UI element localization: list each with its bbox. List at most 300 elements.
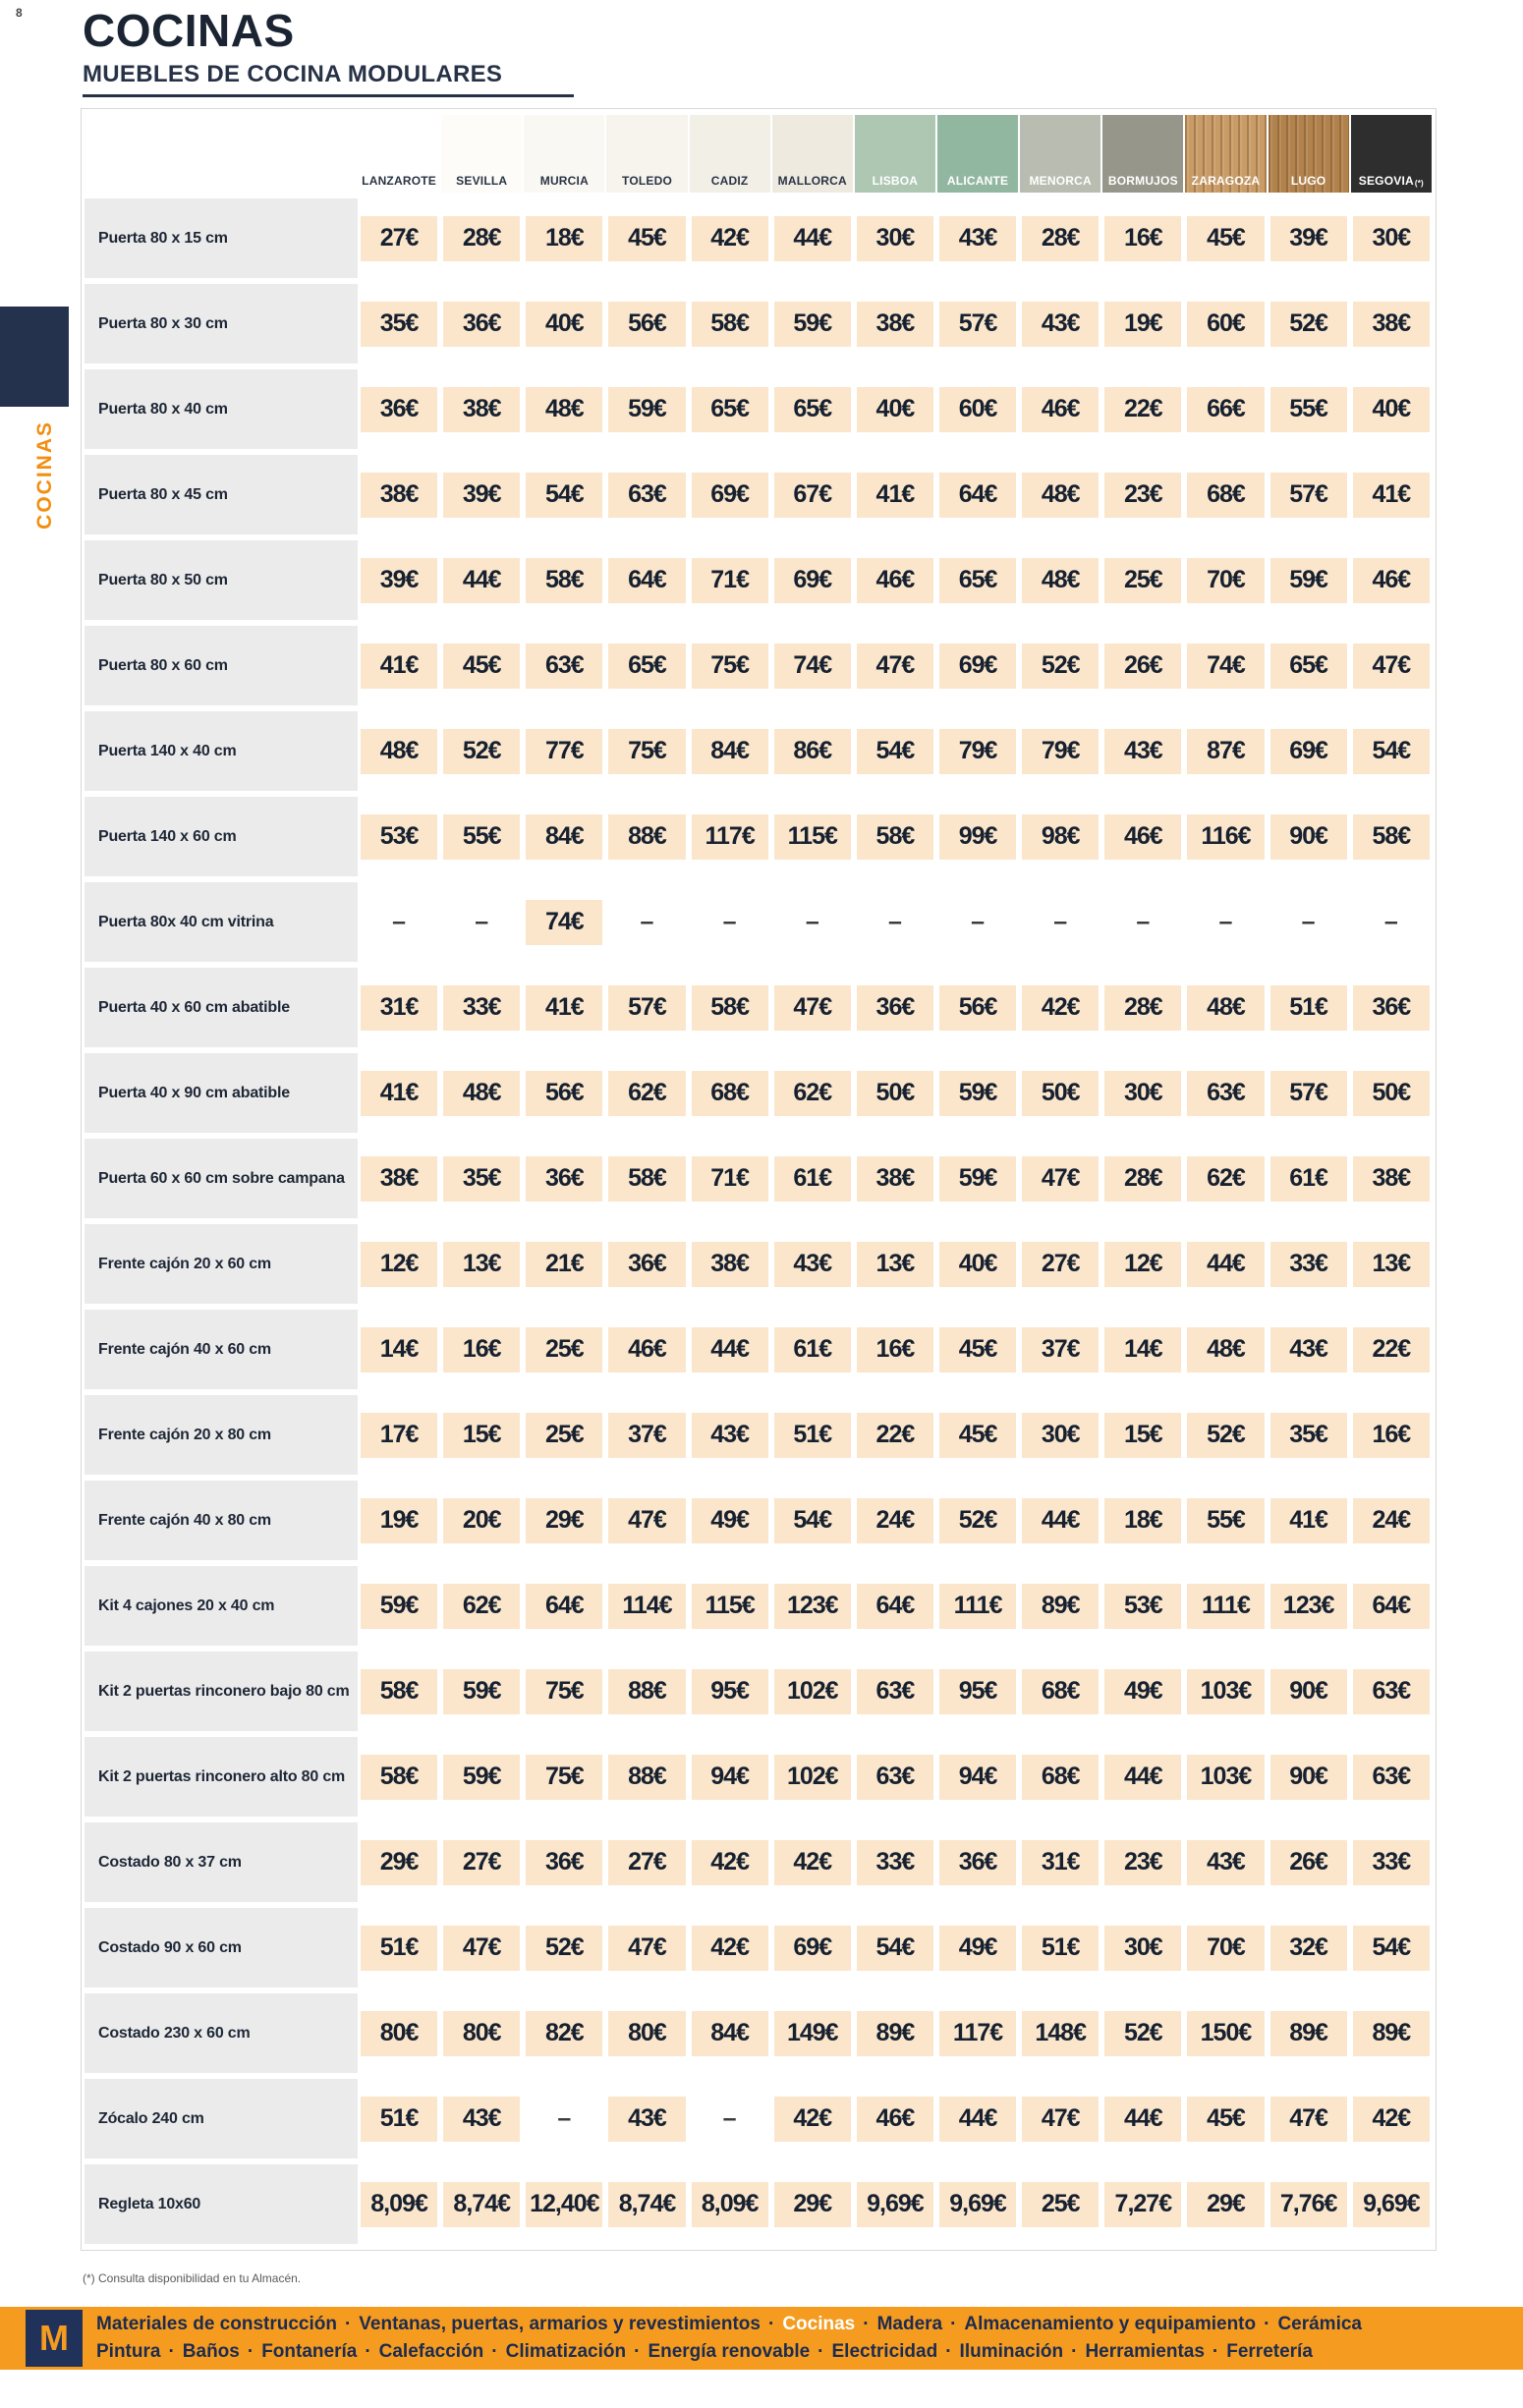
category-link-herramientas[interactable]: Herramientas	[1085, 2341, 1205, 2362]
price-value: 7,76€	[1270, 2182, 1347, 2227]
price-cell	[854, 882, 936, 962]
finish-swatch-segovia	[1351, 115, 1432, 193]
table-row	[85, 455, 1433, 534]
price-cell	[771, 1822, 854, 1902]
price-value: 47€	[608, 1926, 685, 1971]
price-cell	[936, 1053, 1019, 1133]
price-value: 42€	[1353, 2097, 1430, 2142]
price-value: 115€	[692, 1584, 768, 1629]
column-header-zaragoza	[1184, 115, 1267, 193]
price-cell	[358, 1395, 440, 1475]
price-value: 52€	[526, 1926, 602, 1971]
price-value: 52€	[1104, 2011, 1181, 2056]
price-cell	[1101, 626, 1184, 705]
price-cell	[1184, 1908, 1267, 1988]
table-row	[85, 1737, 1433, 1817]
price-cell	[689, 1652, 771, 1731]
price-value: 28€	[1104, 985, 1181, 1031]
price-cell	[1101, 1737, 1184, 1817]
price-value: 29€	[1187, 2182, 1264, 2227]
price-value: 22€	[1104, 387, 1181, 432]
price-value: 65€	[1270, 644, 1347, 689]
price-cell	[771, 2079, 854, 2158]
price-cell	[523, 1053, 605, 1133]
category-link-calefacción[interactable]: Calefacción	[378, 2341, 484, 2362]
price-cell	[523, 1310, 605, 1389]
price-value: 25€	[526, 1413, 602, 1458]
price-value: 111€	[1187, 1584, 1264, 1629]
price-cell	[1019, 2164, 1101, 2244]
price-value: 63€	[1353, 1755, 1430, 1800]
price-cell	[358, 711, 440, 791]
price-value: 30€	[1104, 1071, 1181, 1116]
price-cell	[358, 797, 440, 876]
price-cell	[1184, 2164, 1267, 2244]
category-link-almacenamiento-y-equipamiento[interactable]: Almacenamiento y equipamiento	[964, 2314, 1257, 2334]
price-cell	[440, 711, 523, 791]
row-label: Puerta 80 x 60 cm	[85, 626, 358, 705]
price-value: 69€	[774, 558, 851, 603]
price-value: 48€	[361, 729, 437, 774]
subtitle-underline	[83, 94, 574, 97]
column-header-bormujos	[1101, 115, 1184, 193]
price-value: 84€	[692, 2011, 768, 2056]
price-cell	[1350, 540, 1433, 620]
row-label: Zócalo 240 cm	[85, 2079, 358, 2158]
price-value: 39€	[361, 558, 437, 603]
separator-dot: ·	[168, 2341, 175, 2362]
price-value: 51€	[1022, 1926, 1099, 1971]
price-value: 58€	[361, 1669, 437, 1714]
price-value: 48€	[1187, 1327, 1264, 1372]
price-cell	[1184, 1310, 1267, 1389]
price-cell	[358, 882, 440, 962]
price-cell	[771, 1310, 854, 1389]
price-value: 36€	[526, 1156, 602, 1202]
price-value: 45€	[939, 1327, 1016, 1372]
price-value: 29€	[774, 2182, 851, 2227]
price-value: 28€	[443, 216, 520, 261]
price-value: 84€	[526, 814, 602, 860]
price-value: 36€	[857, 985, 933, 1031]
price-cell	[1350, 1908, 1433, 1988]
category-link-iluminación[interactable]: Iluminación	[959, 2341, 1064, 2362]
table-row	[85, 626, 1433, 705]
price-cell	[936, 455, 1019, 534]
price-cell	[1101, 1652, 1184, 1731]
price-cell	[689, 1310, 771, 1389]
price-cell	[358, 1139, 440, 1218]
price-cell	[854, 1395, 936, 1475]
price-cell	[936, 198, 1019, 278]
price-value: 40€	[939, 1242, 1016, 1287]
price-cell	[1350, 1224, 1433, 1304]
price-value: 63€	[1353, 1669, 1430, 1714]
price-value: 33€	[1353, 1840, 1430, 1885]
price-cell	[605, 1224, 688, 1304]
category-link-cerámica[interactable]: Cerámica	[1277, 2314, 1362, 2334]
price-cell	[358, 1993, 440, 2073]
price-cell	[440, 2164, 523, 2244]
price-value: 15€	[1104, 1413, 1181, 1458]
table-row	[85, 1822, 1433, 1902]
table-row	[85, 1652, 1433, 1731]
price-cell	[1019, 1139, 1101, 1218]
price-value: 65€	[692, 387, 768, 432]
price-value: 54€	[774, 1498, 851, 1543]
price-cell	[1350, 1310, 1433, 1389]
price-cell	[854, 797, 936, 876]
category-link-ventanas-puertas-armarios-y-revestimientos[interactable]: Ventanas, puertas, armarios y revestimientos	[359, 2314, 761, 2334]
category-link-electricidad[interactable]: Electricidad	[831, 2341, 938, 2362]
price-value: 64€	[608, 558, 685, 603]
price-value: 69€	[692, 473, 768, 518]
price-cell	[605, 797, 688, 876]
row-label: Costado 230 x 60 cm	[85, 1993, 358, 2073]
price-value: 39€	[443, 473, 520, 518]
price-cell	[440, 968, 523, 1047]
price-value: 87€	[1187, 729, 1264, 774]
price-value: 19€	[1104, 302, 1181, 347]
price-value: 49€	[1104, 1669, 1181, 1714]
price-value: 38€	[443, 387, 520, 432]
column-label: ALICANTE	[946, 174, 1009, 188]
price-value: 59€	[443, 1669, 520, 1714]
price-cell	[1101, 1993, 1184, 2073]
price-cell	[854, 284, 936, 364]
price-value: 17€	[361, 1413, 437, 1458]
category-link-materiales-de-construcción[interactable]: Materiales de construcción	[96, 2314, 337, 2334]
price-cell	[1350, 711, 1433, 791]
column-label: SEVILLA	[456, 174, 508, 188]
price-value: 47€	[1270, 2097, 1347, 2142]
price-cell	[1019, 369, 1101, 449]
price-value: 8,74€	[608, 2182, 685, 2227]
price-cell	[358, 1737, 440, 1817]
price-cell	[854, 626, 936, 705]
price-cell	[1101, 1908, 1184, 1988]
price-cell	[523, 284, 605, 364]
row-label: Costado 90 x 60 cm	[85, 1908, 358, 1988]
row-label: Puerta 40 x 90 cm abatible	[85, 1053, 358, 1133]
page-number: 8	[16, 6, 23, 20]
price-value: 16€	[857, 1327, 933, 1372]
price-cell	[854, 1652, 936, 1731]
price-value: 89€	[1270, 2011, 1347, 2056]
column-label: MURCIA	[539, 174, 589, 188]
price-value: 59€	[608, 387, 685, 432]
price-value: 88€	[608, 1669, 685, 1714]
price-cell	[771, 369, 854, 449]
price-value: 31€	[1022, 1840, 1099, 1885]
price-value: 54€	[526, 473, 602, 518]
price-cell	[936, 797, 1019, 876]
price-value: 38€	[857, 302, 933, 347]
price-value: 45€	[608, 216, 685, 261]
table-row	[85, 540, 1433, 620]
price-value: 80€	[443, 2011, 520, 2056]
separator-dot: ·	[1212, 2341, 1219, 2362]
price-cell	[523, 455, 605, 534]
column-header-menorca	[1019, 115, 1101, 193]
price-cell	[358, 1908, 440, 1988]
price-cell	[854, 2164, 936, 2244]
price-value: 8,09€	[361, 2182, 437, 2227]
price-cell	[1268, 198, 1350, 278]
price-value: 40€	[526, 302, 602, 347]
price-value: 42€	[692, 1926, 768, 1971]
price-value: 51€	[774, 1413, 851, 1458]
price-cell	[1101, 1139, 1184, 1218]
category-link-ferretería[interactable]: Ferretería	[1226, 2341, 1313, 2362]
column-header-lisboa	[854, 115, 936, 193]
brand-logo[interactable]	[26, 2310, 83, 2367]
price-cell	[605, 1139, 688, 1218]
price-cell	[1019, 1993, 1101, 2073]
price-value: 31€	[361, 985, 437, 1031]
price-cell	[440, 1908, 523, 1988]
price-value: 62€	[608, 1071, 685, 1116]
price-value: 61€	[774, 1156, 851, 1202]
price-cell	[854, 2079, 936, 2158]
price-cell	[771, 1224, 854, 1304]
price-value: 45€	[1187, 216, 1264, 261]
price-cell	[1268, 1310, 1350, 1389]
price-value: 37€	[608, 1413, 685, 1458]
price-cell	[854, 540, 936, 620]
price-value: 38€	[361, 1156, 437, 1202]
category-link-baños[interactable]: Baños	[182, 2341, 240, 2362]
finish-swatch-lanzarote	[359, 115, 439, 193]
price-cell	[1268, 1993, 1350, 2073]
price-value: 33€	[857, 1840, 933, 1885]
price-cell	[771, 968, 854, 1047]
category-link-pintura[interactable]: Pintura	[96, 2341, 161, 2362]
price-value: 43€	[1104, 729, 1181, 774]
price-cell	[1184, 1481, 1267, 1560]
row-label: Puerta 80 x 30 cm	[85, 284, 358, 364]
price-value: 59€	[774, 302, 851, 347]
price-cell	[936, 1224, 1019, 1304]
price-cell	[854, 1224, 936, 1304]
price-cell	[440, 284, 523, 364]
row-label: Kit 2 puertas rinconero bajo 80 cm	[85, 1652, 358, 1731]
price-cell	[854, 369, 936, 449]
corner-cell	[85, 115, 358, 193]
price-value: 47€	[857, 644, 933, 689]
column-label: MENORCA	[1029, 174, 1092, 188]
price-value: 75€	[608, 729, 685, 774]
price-cell	[1019, 797, 1101, 876]
not-available-dash: –	[1301, 908, 1316, 935]
price-value: 80€	[608, 2011, 685, 2056]
row-label: Puerta 80 x 50 cm	[85, 540, 358, 620]
price-value: 68€	[1022, 1669, 1099, 1714]
price-cell	[1184, 1395, 1267, 1475]
modular-kitchen-price-grid	[85, 109, 1433, 2250]
column-header-toledo	[605, 115, 688, 193]
finish-swatch-zaragoza	[1185, 115, 1266, 193]
separator-dot: ·	[247, 2341, 254, 2362]
price-cell	[936, 1908, 1019, 1988]
price-cell	[440, 1822, 523, 1902]
column-label: BORMUJOS	[1107, 174, 1178, 188]
finish-swatch-sevilla	[441, 115, 522, 193]
not-available-dash: –	[475, 908, 489, 935]
row-label: Puerta 80 x 15 cm	[85, 198, 358, 278]
category-link-madera[interactable]: Madera	[876, 2314, 943, 2334]
price-value: 56€	[939, 985, 1016, 1031]
price-cell	[440, 797, 523, 876]
price-value: 14€	[361, 1327, 437, 1372]
price-value: 98€	[1022, 814, 1099, 860]
price-value: 117€	[939, 2011, 1016, 2056]
separator-dot: ·	[818, 2341, 824, 2362]
price-cell	[358, 1053, 440, 1133]
price-value: 68€	[692, 1071, 768, 1116]
price-cell	[440, 1053, 523, 1133]
price-value: 57€	[608, 985, 685, 1031]
column-label: TOLEDO	[622, 174, 672, 188]
category-link-fontanería[interactable]: Fontanería	[261, 2341, 358, 2362]
price-cell	[1184, 455, 1267, 534]
price-value: 55€	[1187, 1498, 1264, 1543]
price-value: 95€	[692, 1669, 768, 1714]
price-value: 15€	[443, 1413, 520, 1458]
finish-swatch-toledo	[606, 115, 687, 193]
price-cell	[936, 540, 1019, 620]
price-cell	[1019, 1310, 1101, 1389]
price-cell	[936, 968, 1019, 1047]
price-cell	[440, 198, 523, 278]
price-value: 47€	[1022, 1156, 1099, 1202]
price-value: 57€	[939, 302, 1016, 347]
price-cell	[689, 1224, 771, 1304]
price-value: 42€	[774, 2097, 851, 2142]
price-value: 99€	[939, 814, 1016, 860]
price-value: 30€	[857, 216, 933, 261]
price-value: 150€	[1187, 2011, 1264, 2056]
category-link-climatización[interactable]: Climatización	[505, 2341, 627, 2362]
column-label: LANZAROTE	[362, 174, 436, 188]
price-value: 54€	[857, 729, 933, 774]
price-cell	[936, 882, 1019, 962]
price-value: 18€	[526, 216, 602, 261]
price-value: 64€	[857, 1584, 933, 1629]
price-value: 58€	[692, 302, 768, 347]
price-value: 44€	[1022, 1498, 1099, 1543]
price-cell	[1184, 1053, 1267, 1133]
price-cell	[1184, 284, 1267, 364]
price-value: 41€	[1270, 1498, 1347, 1543]
side-tab-block	[0, 307, 69, 407]
price-cell	[936, 1395, 1019, 1475]
price-value: 20€	[443, 1498, 520, 1543]
price-value: 47€	[608, 1498, 685, 1543]
price-value: 148€	[1022, 2011, 1099, 2056]
price-value: 62€	[1187, 1156, 1264, 1202]
price-cell	[689, 1993, 771, 2073]
price-cell	[689, 711, 771, 791]
separator-dot: ·	[950, 2314, 957, 2334]
footnote-marker: (*)	[1414, 179, 1424, 188]
price-cell	[1350, 626, 1433, 705]
price-cell	[854, 1822, 936, 1902]
price-value: 46€	[1353, 558, 1430, 603]
price-value: 29€	[526, 1498, 602, 1543]
price-value: 24€	[1353, 1498, 1430, 1543]
price-value: 79€	[939, 729, 1016, 774]
price-cell	[689, 1566, 771, 1646]
price-cell	[1268, 1822, 1350, 1902]
price-cell	[1350, 455, 1433, 534]
price-value: 46€	[608, 1327, 685, 1372]
price-cell	[1184, 1566, 1267, 1646]
price-cell	[936, 1822, 1019, 1902]
category-link-energía-renovable[interactable]: Energía renovable	[648, 2341, 811, 2362]
price-value: 35€	[361, 302, 437, 347]
price-value: 22€	[1353, 1327, 1430, 1372]
price-value: 48€	[1022, 558, 1099, 603]
column-label: LISBOA	[872, 174, 919, 188]
not-available-dash: –	[557, 2104, 572, 2132]
price-cell	[1184, 711, 1267, 791]
column-header-alicante	[936, 115, 1019, 193]
page-subtitle: MUEBLES DE COCINA MODULARES	[83, 61, 503, 87]
price-value: 102€	[774, 1669, 851, 1714]
price-cell	[936, 1566, 1019, 1646]
price-cell	[523, 2079, 605, 2158]
price-cell	[936, 2164, 1019, 2244]
price-cell	[1268, 626, 1350, 705]
price-cell	[854, 711, 936, 791]
price-cell	[1268, 882, 1350, 962]
price-cell	[1350, 1395, 1433, 1475]
table-row	[85, 1908, 1433, 1988]
price-value: 27€	[443, 1840, 520, 1885]
price-cell	[1019, 1652, 1101, 1731]
separator-dot: ·	[634, 2341, 641, 2362]
price-cell	[605, 369, 688, 449]
price-value: 25€	[526, 1327, 602, 1372]
price-value: 63€	[1187, 1071, 1264, 1116]
price-value: 42€	[692, 1840, 768, 1885]
price-value: 63€	[526, 644, 602, 689]
price-value: 12€	[1104, 1242, 1181, 1287]
price-value: 26€	[1104, 644, 1181, 689]
price-value: 42€	[692, 216, 768, 261]
not-available-dash: –	[887, 908, 902, 935]
price-cell	[936, 1310, 1019, 1389]
price-cell	[771, 1139, 854, 1218]
table-row	[85, 797, 1433, 876]
price-value: 94€	[692, 1755, 768, 1800]
price-cell	[771, 284, 854, 364]
price-value: 59€	[1270, 558, 1347, 603]
separator-dot: ·	[1264, 2314, 1270, 2334]
table-row	[85, 1139, 1433, 1218]
finish-swatch-mallorca	[772, 115, 853, 193]
price-cell	[605, 455, 688, 534]
price-cell	[1350, 1737, 1433, 1817]
price-value: 84€	[692, 729, 768, 774]
price-value: 23€	[1104, 1840, 1181, 1885]
price-cell	[1101, 1053, 1184, 1133]
price-cell	[1350, 2164, 1433, 2244]
price-value: 90€	[1270, 814, 1347, 860]
category-link-cocinas[interactable]: Cocinas	[782, 2314, 856, 2334]
price-value: 23€	[1104, 473, 1181, 518]
